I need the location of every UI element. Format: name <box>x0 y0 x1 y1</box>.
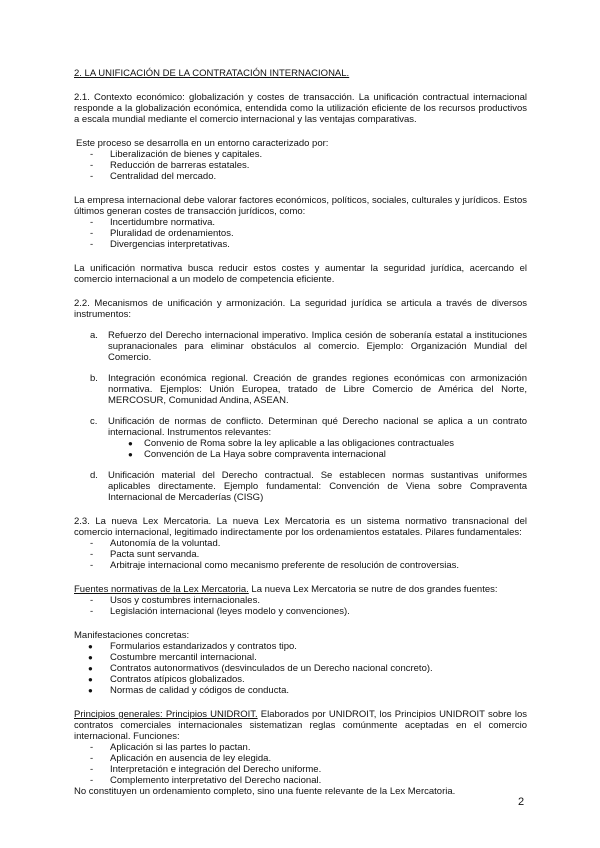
item-letter: c. <box>90 416 98 427</box>
page-number: 2 <box>518 796 525 808</box>
list-item: ● Contratos autonormativos (desvinculados de un Derecho nacional concreto). <box>74 663 527 674</box>
list-item: - Pluralidad de ordenamientos. <box>74 228 527 239</box>
section-title: 2. LA UNIFICACIÓN DE LA CONTRATACIÓN INTERNACIONAL. <box>74 68 350 79</box>
list-item: - Aplicación si las partes lo pactan. <box>74 742 527 753</box>
mechanism-d <box>74 470 527 503</box>
item-letter: a. <box>90 330 98 341</box>
paragraph-final: No constituyen un ordenamiento completo, sino una fuente relevante de la Lex Mercatoria. <box>74 786 456 797</box>
list-item: - Divergencias interpretativas. <box>74 239 527 250</box>
list-item: - Complemento interpretativo del Derecho nacional. <box>74 775 527 786</box>
list-item: - Legislación internacional (leyes modelo y convenciones). <box>74 606 527 617</box>
list-item: ● Convención de La Haya sobre compraventa internacional <box>74 449 527 460</box>
list-item: ● Costumbre mercantil internacional. <box>74 652 527 663</box>
pilares-list <box>74 538 527 571</box>
mechanism-text: Unificación material del Derecho contractual. Se establecen normas sustantivas uniformes aplicables directamente. Ejemplo fundamental: Convención de Viena sobre Compraventa Internacional de Mercaderías (CISG) <box>108 470 527 503</box>
principios-text: Elaborados por UNIDROIT, los Principios UNIDROIT sobre los contratos comerciales internacionales sistematizan reglas comúnmente aceptadas en el comercio internacional. Funciones: <box>74 709 527 742</box>
paragraph-fuentes <box>74 584 527 595</box>
list-item: - Pacta sunt servanda. <box>74 549 527 560</box>
item-letter: d. <box>90 470 98 481</box>
paragraph-unificacion: La unificación normativa busca reducir estos costes y aumentar la seguridad jurídica, acercando el comercio internacional a un modelo de competencia eficiente. <box>74 263 527 285</box>
funciones-list <box>74 742 527 786</box>
list-item: - Interpretación e integración del Derecho uniforme. <box>74 764 527 775</box>
list-item: - Centralidad del mercado. <box>74 171 527 182</box>
list-item: ● Formularios estandarizados y contratos tipo. <box>74 641 527 652</box>
list-item: - Aplicación en ausencia de ley elegida. <box>74 753 527 764</box>
fuentes-text: La nueva Lex Mercatoria se nutre de dos grandes fuentes: <box>248 584 498 595</box>
list-item: ● Convenio de Roma sobre la ley aplicable a las obligaciones contractuales <box>74 438 527 449</box>
paragraph-principios <box>74 709 527 742</box>
list-item: ● Normas de calidad y códigos de conducta. <box>74 685 527 696</box>
fuentes-heading: Fuentes normativas de la Lex Mercatoria. <box>74 584 249 595</box>
list-item: - Usos y costumbres internacionales. <box>74 595 527 606</box>
paragraph-2-3: 2.3. La nueva Lex Mercatoria. La nueva Lex Mercatoria es un sistema normativo transnacional del comercio internacional, legitimado indirectamente por los ordenamientos estatales. Pilares fundamentales: <box>74 516 527 538</box>
paragraph-2-1: 2.1. Contexto económico: globalización y costes de transacción. La unificación contractual internacional responde a la globalización económica, entendida como la utilización eficiente de los recursos productivos a escala mundial mediante el comercio internacional y las ventajas comparativas. <box>74 92 527 125</box>
mechanism-text: Integración económica regional. Creación de grandes regiones económicas con armonización normativa. Ejemplos: Unión Europea, tratado de Libre Comercio de América del Norte, MERCOSUR, Comunidad Andina, ASEAN. <box>108 373 527 406</box>
item-letter: b. <box>90 373 98 384</box>
list-item: - Arbitraje internacional como mecanismo preferente de resolución de controversias. <box>74 560 527 571</box>
fuentes-list <box>74 595 527 617</box>
list-item: - Reducción de barreras estatales. <box>74 160 527 171</box>
costes-list <box>74 217 527 250</box>
mechanism-text: Unificación de normas de conflicto. Determinan qué Derecho nacional se aplica a un contrato internacional. Instrumentos relevantes: <box>108 416 527 438</box>
mechanism-text: Refuerzo del Derecho internacional imperativo. Implica cesión de soberanía estatal a instituciones supranacionales para eliminar obstáculos al comercio. Ejemplo: Organización Mundial del Comercio. <box>108 330 527 363</box>
paragraph-entorno: Este proceso se desarrolla en un entorno caracterizado por: <box>76 138 329 149</box>
manifestaciones-list <box>74 641 527 696</box>
mechanism-c <box>74 416 527 438</box>
paragraph-empresa: La empresa internacional debe valorar factores económicos, políticos, sociales, culturales y jurídicos. Estos últimos generan costes de transacción jurídicos, como: <box>74 195 527 217</box>
paragraph-2-2: 2.2. Mecanismos de unificación y armonización. La seguridad jurídica se articula a través de diversos instrumentos: <box>74 298 527 320</box>
mechanism-b <box>74 373 527 406</box>
manifestaciones-heading: Manifestaciones concretas: <box>74 630 190 641</box>
list-item: - Incertidumbre normativa. <box>74 217 527 228</box>
list-item: ● Contratos atípicos globalizados. <box>74 674 527 685</box>
list-item: - Liberalización de bienes y capitales. <box>74 149 527 160</box>
document-body <box>74 68 527 797</box>
entorno-list <box>74 149 527 182</box>
list-item: - Autonomía de la voluntad. <box>74 538 527 549</box>
mechanism-a <box>74 330 527 363</box>
principios-heading: Principios generales: Principios UNIDROIT. <box>74 709 258 720</box>
instrumentos-list <box>74 438 527 460</box>
